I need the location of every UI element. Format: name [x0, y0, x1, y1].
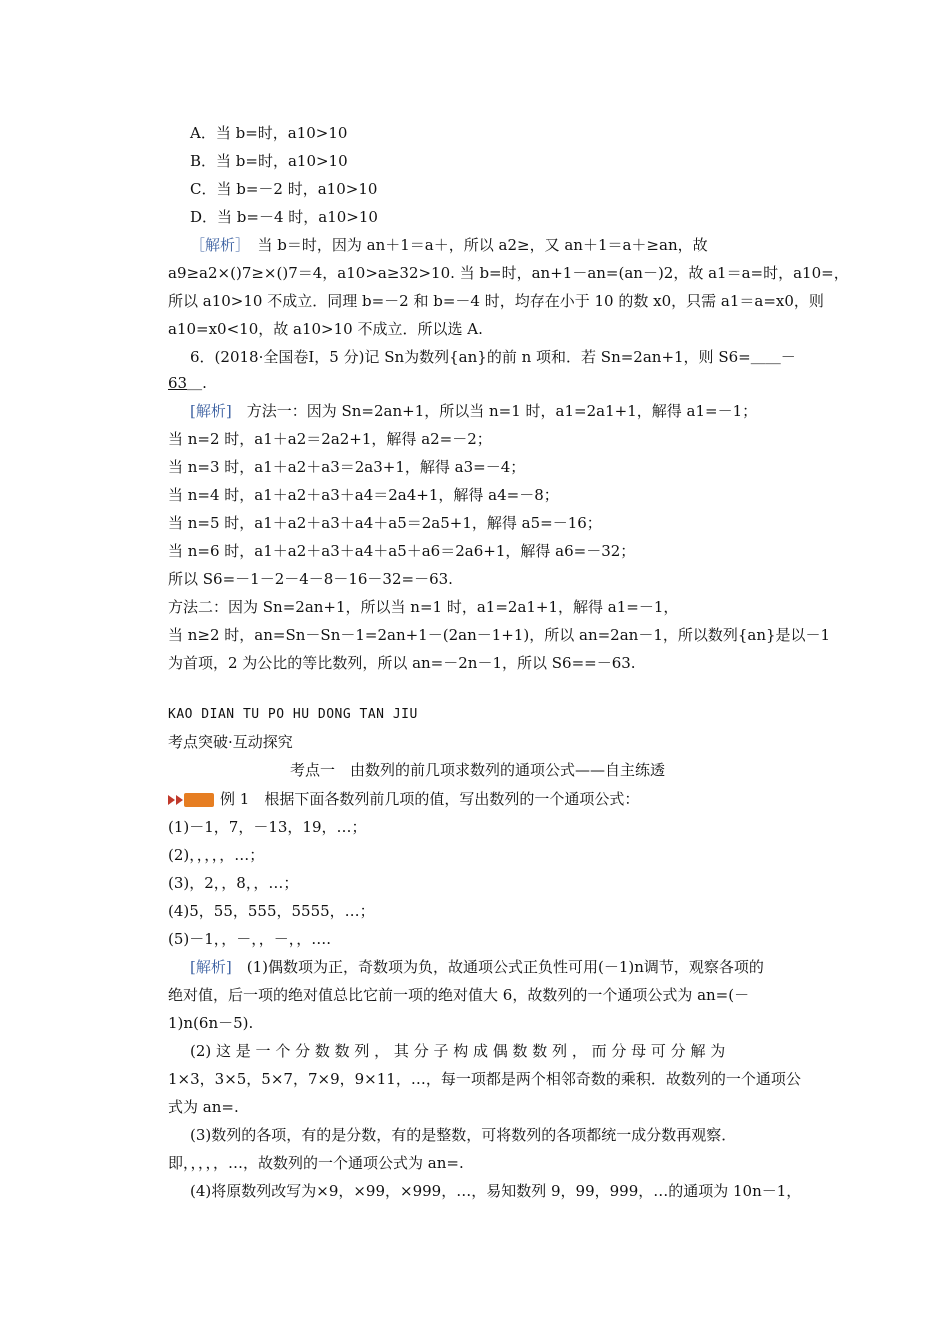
- example-item-1: (1)－1，7，－13，19，…；: [168, 818, 367, 836]
- q6-step-n3: 当 n=3 时，a1＋a2＋a3＝2a3+1，解得 a3=－4；: [168, 458, 526, 476]
- example-item-3: (3)，2，，8，，…；: [168, 874, 299, 892]
- example-item-2: (2)，，，，，…；: [168, 846, 265, 864]
- example-solution-1a-text: (1)偶数项为正，奇数项为负，故通项公式正负性可用(－1)n调节，观察各项的: [231, 958, 764, 976]
- q6-method-1-text: 方法一：因为 Sn=2an+1，所以当 n=1 时，a1=2a1+1，解得 a1=－1；: [231, 402, 758, 420]
- double-arrow-icon: [168, 795, 175, 805]
- example-solution-1b: 绝对值，后一项的绝对值总比它前一项的绝对值大 6，故数列的一个通项公式为 an=(－: [168, 986, 750, 1004]
- option-a: A．当 b=时，a10>10: [190, 124, 348, 142]
- option-c: C．当 b=－2 时，a10>10: [190, 180, 378, 198]
- example-item-4: (4)5，55，555，5555，…；: [168, 902, 375, 920]
- example-solution-4a: (4)将原数列改写为×9，×99，×999，…，易知数列 9，99，999，…的通项为 10n－1，: [190, 1182, 802, 1200]
- q6-method-2-line-3: 为首项，2 为公比的等比数列，所以 an=－2n－1，所以 S6==－63.: [168, 654, 636, 672]
- example-solution-2b: 1×3，3×5，5×7，7×9，9×11，…，每一项都是两个相邻奇数的乘积．故数列的一个通项公: [168, 1070, 801, 1088]
- analysis-tag: [解析]: [190, 958, 232, 976]
- q6-method-2: 方法二：因为 Sn=2an+1，所以当 n=1 时，a1=2a1+1，解得 a1=－1，: [168, 598, 679, 616]
- example-label: 例 1: [220, 790, 250, 808]
- example-solution-2a: (2) 这 是 一 个 分 数 数 列 ， 其 分 子 构 成 偶 数 数 列 ， 而 分 母 可 分 解 为: [190, 1042, 726, 1060]
- analysis-tag: [解析]: [190, 402, 232, 420]
- double-arrow-icon: [176, 795, 183, 805]
- q6-step-n2: 当 n=2 时，a1＋a2＝2a2+1，解得 a2=－2；: [168, 430, 492, 448]
- section-heading: 考点突破·互动探究: [168, 733, 293, 751]
- topic-title: 考点一 由数列的前几项求数列的通项公式——自主练透: [290, 761, 666, 779]
- example-1-stem: [168, 788, 808, 810]
- q5-solution-line-2: a9≥a2×()7≥×()7＝4，a10>a≥32>10. 当 b=时，an+1－an=(an－)2，故 a1＝a=时，a10=，: [168, 264, 849, 282]
- q5-solution-line-3: 所以 a10>10 不成立．同理 b=－2 和 b=－4 时，均存在小于 10 的数 x0，只需 a1＝a=x0，则: [168, 292, 824, 310]
- q6-answer-tail: ＿.: [187, 374, 207, 392]
- q5-text-1: 当 b＝时，因为 an＋1＝a＋，所以 a2≥，又 an＋1＝a＋≥an，故: [242, 236, 708, 254]
- q6-answer-line: [168, 372, 808, 394]
- example-solution-3b: 即，，，，，…，故数列的一个通项公式为 an=.: [168, 1154, 464, 1172]
- q6-step-n6: 当 n=6 时，a1＋a2＋a3＋a4＋a5＋a6＝2a6+1，解得 a6=－32；: [168, 542, 636, 560]
- example-solution-1a: [190, 956, 830, 978]
- example-solution-1c: 1)n(6n－5).: [168, 1014, 254, 1032]
- q6-stem: 6．(2018·全国卷Ⅰ，5 分)记 Sn为数列{an}的前 n 项和．若 Sn=2an+1，则 S6=＿＿－: [190, 348, 796, 366]
- example-solution-3a: (3)数列的各项，有的是分数，有的是整数，可将数列的各项都统一成分数再观察．: [190, 1126, 737, 1144]
- section-pinyin: KAO DIAN TU PO HU DONG TAN JIU: [168, 707, 418, 722]
- option-b: B．当 b=时，a10>10: [190, 152, 348, 170]
- q6-method-1: [190, 400, 830, 422]
- analysis-tag: ［解析］: [190, 236, 243, 254]
- example-item-5: (5)－1，，－，，－，，….: [168, 930, 332, 948]
- q6-method-2-line-2: 当 n≥2 时，an=Sn－Sn－1=2an+1－(2an－1+1)，所以 an=2an－1，所以数列{an}是以－1: [168, 626, 831, 644]
- example-solution-2c: 式为 an=.: [168, 1098, 239, 1116]
- q5-solution-line-4: a10=x0<10，故 a10>10 不成立．所以选 A.: [168, 320, 483, 338]
- q6-sum: 所以 S6=－1－2－4－8－16－32=－63.: [168, 570, 453, 588]
- example-stem-text: 根据下面各数列前几项的值，写出数列的一个通项公式：: [249, 790, 640, 808]
- q6-step-n4: 当 n=4 时，a1＋a2＋a3＋a4＝2a4+1，解得 a4=－8；: [168, 486, 559, 504]
- q6-step-n5: 当 n=5 时，a1＋a2＋a3＋a4＋a5＝2a5+1，解得 a5=－16；: [168, 514, 602, 532]
- q6-answer: 63: [168, 374, 188, 392]
- option-d: D．当 b=－4 时，a10>10: [190, 208, 378, 226]
- example-badge-icon: [184, 793, 214, 807]
- q5-solution-line-1: [190, 234, 830, 256]
